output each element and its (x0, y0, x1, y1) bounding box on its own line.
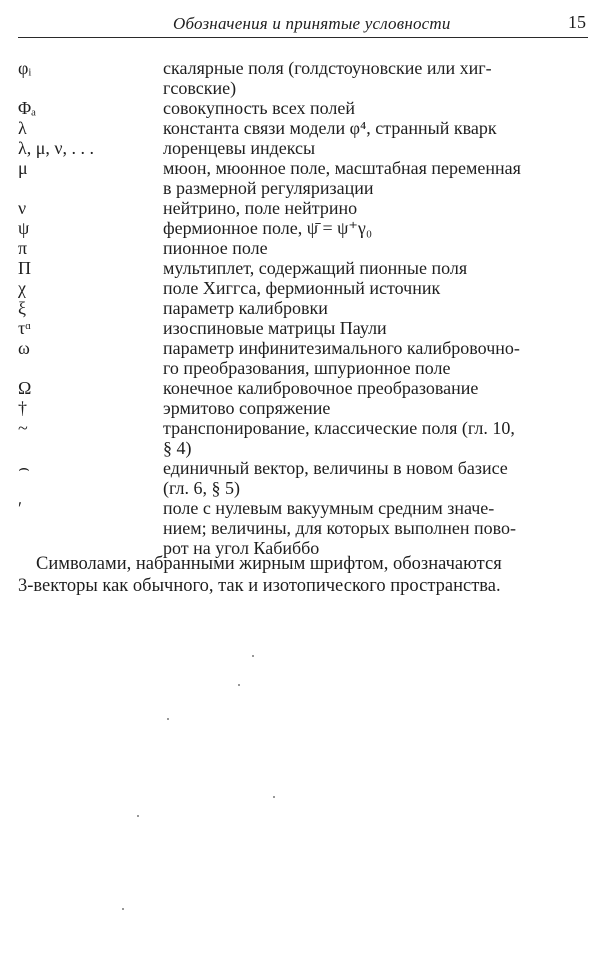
notation-entry (18, 218, 588, 238)
description-line: совокупность всех полей (163, 98, 355, 118)
entry-description (163, 198, 588, 218)
description-line: поле Хиггса, фермионный источник (163, 278, 441, 298)
notation-entry (18, 458, 588, 498)
print-speck (238, 684, 240, 686)
description-line: единичный вектор, величины в новом базисе (163, 458, 508, 478)
entry-symbol: ψ (18, 218, 30, 238)
notation-entry (18, 278, 588, 298)
description-line: гсовские) (163, 78, 237, 98)
notation-entry (18, 238, 588, 258)
notation-entry (18, 298, 588, 318)
description-line: нием; величины, для которых выполнен пово- (163, 518, 517, 538)
notation-entry (18, 98, 588, 118)
entry-description (163, 98, 588, 118)
notation-entry (18, 158, 588, 198)
description-line: мультиплет, содержащий пионные поля (163, 258, 468, 278)
entry-description (163, 158, 588, 198)
print-speck (273, 796, 275, 798)
description-line: скалярные поля (голдстоуновские или хиг- (163, 58, 492, 78)
notation-entry (18, 398, 588, 418)
notation-entry (18, 258, 588, 278)
entry-symbol: λ (18, 118, 27, 138)
entry-symbol: ʹ (18, 498, 22, 518)
print-speck (252, 655, 254, 657)
notation-entry (18, 58, 588, 98)
notation-entry (18, 318, 588, 338)
notation-entry (18, 118, 588, 138)
entry-symbol: ~ (18, 418, 28, 438)
entry-symbol: ω (18, 338, 30, 358)
entry-symbol: ⌢ (18, 458, 30, 478)
entry-description (163, 258, 588, 278)
notation-entry (18, 198, 588, 218)
entry-description (163, 418, 588, 458)
entry-symbol: † (18, 398, 27, 418)
description-line: транспонирование, классические поля (гл. 10, (163, 418, 515, 438)
description-line: параметр калибровки (163, 298, 328, 318)
print-speck (167, 718, 169, 720)
entry-symbol: μ (18, 158, 28, 178)
description-line: мюон, мюонное поле, масштабная переменная (163, 158, 521, 178)
description-line: (гл. 6, § 5) (163, 478, 240, 498)
description-line: нейтрино, поле нейтрино (163, 198, 358, 218)
entry-description (163, 238, 588, 258)
entry-description (163, 498, 588, 558)
notation-list (18, 58, 588, 558)
description-line: лоренцевы индексы (163, 138, 316, 158)
entry-description (163, 278, 588, 298)
entry-description (163, 338, 588, 378)
entry-symbol: χ (18, 278, 26, 298)
entry-symbol: ξ (18, 298, 27, 318)
entry-symbol: φᵢ (18, 58, 32, 78)
entry-symbol: τᵅ (18, 318, 31, 338)
entry-description (163, 138, 588, 158)
description-line: пионное поле (163, 238, 268, 258)
notation-entry (18, 418, 588, 458)
description-line: § 4) (163, 438, 192, 458)
paragraph-line: 3-векторы как обычного, так и изотопического пространства. (18, 576, 501, 596)
description-line: го преобразования, шпурионное поле (163, 358, 451, 378)
description-line: рот на угол Кабиббо (163, 538, 320, 558)
entry-description (163, 318, 588, 338)
page-number: 15 (568, 12, 586, 32)
description-line: поле с нулевым вакуумным средним значе- (163, 498, 495, 518)
entry-symbol: λ, μ, ν, . . . (18, 138, 95, 158)
entry-description (163, 458, 588, 498)
print-speck (137, 815, 139, 817)
entry-description (163, 118, 588, 138)
entry-symbol: π (18, 238, 28, 258)
description-line: эрмитово сопряжение (163, 398, 331, 418)
entry-description (163, 378, 588, 398)
entry-symbol: Ω (18, 378, 32, 398)
description-line: фермионное поле, ψ̄ = ψ⁺γ₀ (163, 218, 373, 238)
header-rule (18, 37, 588, 38)
entry-symbol: Φₐ (18, 98, 37, 118)
paragraph-line: Символами, набранными жирным шрифтом, обозначаются (36, 554, 502, 574)
entry-description (163, 298, 588, 318)
entry-symbol: Π (18, 258, 31, 278)
entry-description (163, 58, 588, 98)
description-line: изоспиновые матрицы Паули (163, 318, 387, 338)
entry-symbol: ν (18, 198, 27, 218)
description-line: конечное калибровочное преобразование (163, 378, 479, 398)
description-line: в размерной регуляризации (163, 178, 374, 198)
notation-entry (18, 138, 588, 158)
entry-description (163, 398, 588, 418)
running-header (18, 10, 588, 36)
print-speck (122, 908, 124, 910)
running-title: Обозначения и принятые условности (173, 14, 451, 33)
description-line: параметр инфинитезимального калибровочно- (163, 338, 520, 358)
notation-entry (18, 498, 588, 558)
description-line: константа связи модели φ⁴, странный кварк (163, 118, 497, 138)
notation-entry (18, 378, 588, 398)
entry-description (163, 218, 588, 238)
bold-symbols-note (18, 553, 586, 597)
notation-entry (18, 338, 588, 378)
